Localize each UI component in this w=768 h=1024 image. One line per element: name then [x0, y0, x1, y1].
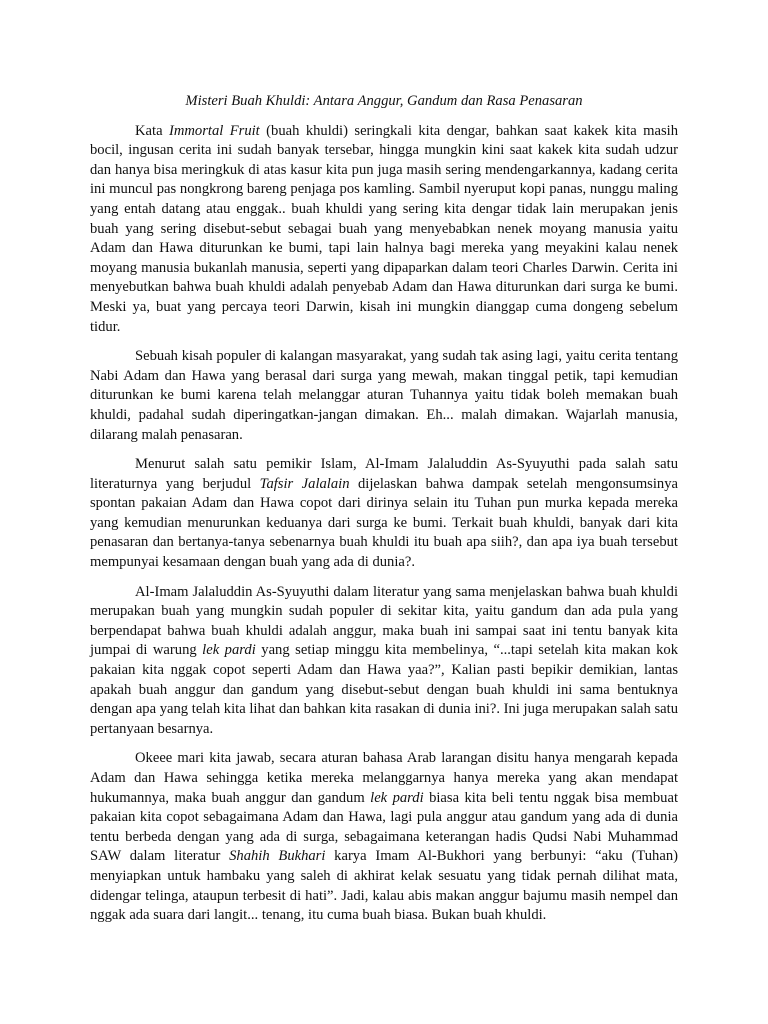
paragraph-1 [90, 122, 678, 338]
paragraph-2 [90, 347, 678, 445]
italic-term: lek pardi [202, 642, 256, 659]
italic-term: Shahih Bukhari [229, 848, 326, 865]
document-title: Misteri Buah Khuldi: Antara Anggur, Gandum dan Rasa Penasaran [185, 93, 583, 109]
document-page [90, 82, 678, 936]
italic-term: lek pardi [370, 789, 424, 806]
italic-term: Tafsir Jalalain [259, 475, 350, 492]
text-run: Kata [135, 122, 169, 139]
paragraph-3 [90, 455, 678, 573]
text-run: Menurut salah satu pemikir Islam, Al-Imam Jalaluddin As-Syuyuthi pada salah satu literaturnya yang berjudul [90, 456, 678, 492]
text-run: biasa kita beli tentu nggak bisa membuat pakaian kita copot sebagaimana Adam dan Hawa, lagi pula anggur atau gandum yang ada di dunia tentu berbeda dengan yang ada di surga, sebagaimana keterangan hadis Qudsi Nabi Muhammad SAW dalam literatur [90, 789, 678, 865]
text-run: karya Imam Al-Bukhori yang berbunyi: “aku (Tuhan) menyiapkan untuk hambaku yang saleh di akhirat kelak sesuatu yang tidak pernah dilihat mata, didengar telinga, ataupun terbesit di hati”. Jadi, kalau abis makan anggur bajumu masih nempel dan nggak ada suara dari langit... tenang, itu cuma buah biasa. Bukan buah khuldi. [90, 848, 678, 924]
document-body [90, 122, 678, 926]
text-run: (buah khuldi) seringkali kita dengar, bahkan saat kakek kita masih bocil, ingusan cerita ini sudah banyak tersebar, hingga mungkin kini saat kakek kita sudah udzur dan hanya bisa meringkuk di atas kasur kita pun juga masih sering mendengarkannya, kadang cerita ini muncul pas nongkrong bareng penjaga pos kamling. Sambil nyeruput kopi panas, nunggu maling yang entah datang atau enggak.. buah khuldi yang sering kita dengar tidak lain merupakan jenis buah yang sering disebut-sebut sebagai buah yang menyebabkan nenek moyang manusia yaitu Adam dan Hawa diturunkan ke bumi, tapi lain halnya bagi mereka yang meyakini kalau nenek moyang manusia bukanlah manusia, seperti yang dipaparkan dalam teori Charles Darwin. Cerita ini menyebutkan bahwa buah khuldi adalah penyebab Adam dan Hawa diturunkan dari surga ke bumi. Meski ya, buat yang percaya teori Darwin, kisah ini mungkin dianggap cuma dongeng sebelum tidur. [90, 122, 678, 335]
paragraph-4 [90, 583, 678, 740]
text-run: dijelaskan bahwa dampak setelah mengonsumsinya spontan pakaian Adam dan Hawa copot dari dirinya selain itu Tuhan pun murka kepada mereka yang kemudian menurunkan keduanya dari surga ke bumi. Terkait buah khuldi, banyak dari kita penasaran dan bertanya-tanya sebenarnya buah khuldi itu buah apa siih?, dan apa iya buah tersebut mempunyai kesamaan dengan buah yang ada di dunia?. [90, 475, 678, 571]
paragraph-5 [90, 749, 678, 925]
text-run: Sebuah kisah populer di kalangan masyarakat, yang sudah tak asing lagi, yaitu cerita tentang Nabi Adam dan Hawa yang berasal dari surga yang mewah, makan tinggal petik, tapi kemudian diturunkan ke bumi karena telah melanggar aturan Tuhannya yaitu tidak boleh memakan buah khuldi, padahal sudah diperingatkan-jangan dimakan. Eh... malah dimakan. Wajarlah manusia, dilarang malah penasaran. [90, 348, 678, 443]
text-run: yang setiap minggu kita membelinya, “...tapi setelah kita makan kok pakaian kita nggak copot seperti Adam dan Hawa yaa?”, Kalian pasti bepikir demikian, lantas apakah buah anggur dan gandum yang disebut-sebut dengan buah khuldi ini sama bentuknya dengan apa yang telah kita lihat dan bahkan kita rasakan di dunia ini?. Ini juga merupakan salah satu pertanyaan besarnya. [90, 642, 678, 737]
text-run: Okeee mari kita jawab, secara aturan bahasa Arab larangan disitu hanya mengarah kepada Adam dan Hawa sehingga ketika mereka melanggarnya hanya mereka yang akan mendapat hukumannya, maka buah anggur dan gandum [90, 750, 678, 806]
italic-term: Immortal Fruit [168, 122, 260, 139]
text-run: Al-Imam Jalaluddin As-Syuyuthi dalam literatur yang sama menjelaskan bahwa buah khuldi merupakan buah yang mungkin sudah populer di sekitar kita, yaitu gandum dan ada pula yang berpendapat bahwa buah khuldi adalah anggur, maka buah ini sampai saat ini tentu banyak kita jumpai di warung [90, 583, 678, 659]
